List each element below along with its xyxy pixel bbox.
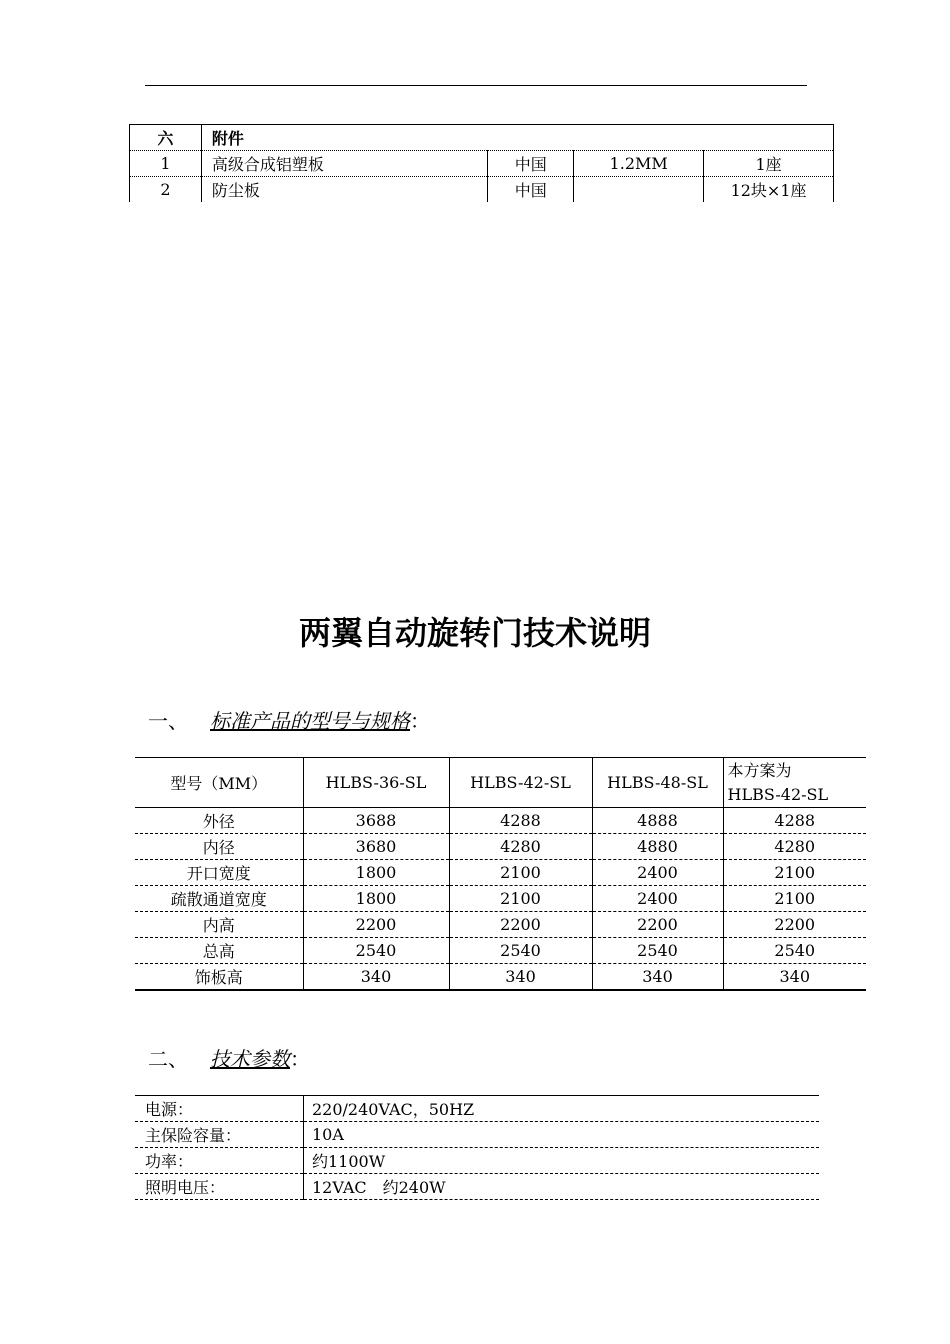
row-label: 外径 bbox=[135, 808, 303, 834]
table-row bbox=[135, 834, 866, 860]
table-header-row bbox=[135, 758, 866, 808]
column-header: HLBS-48-SL bbox=[592, 758, 723, 808]
item-spec: 1.2MM bbox=[574, 151, 704, 177]
table-cell: 2200 bbox=[303, 912, 449, 938]
document-title: 两翼自动旋转门技术说明 bbox=[298, 614, 651, 652]
item-origin: 中国 bbox=[488, 177, 574, 203]
param-label: 照明电压： bbox=[135, 1174, 304, 1200]
param-label: 主保险容量： bbox=[135, 1122, 304, 1148]
table-row bbox=[130, 151, 834, 177]
item-origin: 中国 bbox=[488, 151, 574, 177]
table-cell: 2200 bbox=[723, 912, 866, 938]
table-row bbox=[135, 912, 866, 938]
table-cell: 2200 bbox=[449, 912, 592, 938]
table-cell: 2400 bbox=[592, 886, 723, 912]
table-row bbox=[135, 1122, 819, 1148]
item-name: 防尘板 bbox=[201, 177, 487, 203]
row-label: 内径 bbox=[135, 834, 303, 860]
row-index: 2 bbox=[130, 177, 202, 203]
row-label: 内高 bbox=[135, 912, 303, 938]
row-label: 总高 bbox=[135, 938, 303, 964]
table-cell: 2100 bbox=[723, 860, 866, 886]
attachments-table bbox=[129, 124, 834, 202]
section-number: 一、 bbox=[148, 709, 188, 733]
section-number: 二、 bbox=[148, 1047, 188, 1071]
section-colon: ： bbox=[410, 709, 430, 733]
column-header-line: 本方案为 bbox=[727, 760, 792, 780]
param-value: 12VAC 约240W bbox=[304, 1174, 820, 1200]
param-value: 约1100W bbox=[304, 1148, 820, 1174]
section-title: 技术参数 bbox=[210, 1047, 290, 1071]
item-spec bbox=[574, 177, 704, 203]
column-header: 型号（MM） bbox=[170, 774, 268, 793]
item-name: 高级合成铝塑板 bbox=[201, 151, 487, 177]
column-header-line: HLBS-42-SL bbox=[727, 784, 829, 804]
table-cell: 2540 bbox=[303, 938, 449, 964]
table-row bbox=[135, 1148, 819, 1174]
table-cell: 340 bbox=[449, 964, 592, 991]
section-heading-2 bbox=[148, 1043, 310, 1072]
section-colon: ： bbox=[290, 1047, 310, 1071]
table-cell: 2540 bbox=[449, 938, 592, 964]
param-value: 220/240VAC，50HZ bbox=[304, 1096, 820, 1122]
table-row bbox=[130, 177, 834, 203]
table-row bbox=[135, 808, 866, 834]
table-cell: 2200 bbox=[592, 912, 723, 938]
table-row bbox=[135, 938, 866, 964]
param-label: 电源： bbox=[135, 1096, 304, 1122]
column-header: HLBS-36-SL bbox=[303, 758, 449, 808]
table-cell: 3688 bbox=[303, 808, 449, 834]
table-cell: 1800 bbox=[303, 886, 449, 912]
table-cell: 4288 bbox=[723, 808, 866, 834]
section-heading-1 bbox=[148, 705, 430, 734]
table-row bbox=[135, 964, 866, 991]
item-qty: 12块×1座 bbox=[704, 177, 834, 203]
table-cell: 2540 bbox=[592, 938, 723, 964]
param-label: 功率： bbox=[135, 1148, 304, 1174]
table-cell: 3680 bbox=[303, 834, 449, 860]
table-cell: 340 bbox=[592, 964, 723, 991]
table-cell: 4280 bbox=[723, 834, 866, 860]
table-cell: 340 bbox=[303, 964, 449, 991]
table-cell: 4288 bbox=[449, 808, 592, 834]
table-cell: 2400 bbox=[592, 860, 723, 886]
table-cell: 2100 bbox=[449, 860, 592, 886]
param-value: 10A bbox=[304, 1122, 820, 1148]
column-header bbox=[723, 758, 866, 808]
table-cell: 2100 bbox=[723, 886, 866, 912]
item-qty: 1座 bbox=[704, 151, 834, 177]
row-label: 饰板高 bbox=[135, 964, 303, 991]
header-rule bbox=[145, 85, 807, 86]
table-cell: 340 bbox=[723, 964, 866, 991]
row-index: 1 bbox=[130, 151, 202, 177]
table-row bbox=[135, 860, 866, 886]
section-title: 标准产品的型号与规格 bbox=[210, 709, 410, 733]
table-cell: 4280 bbox=[449, 834, 592, 860]
section-index: 六 bbox=[130, 125, 202, 151]
table-cell: 4888 bbox=[592, 808, 723, 834]
table-cell: 2100 bbox=[449, 886, 592, 912]
table-row bbox=[135, 886, 866, 912]
table-cell: 1800 bbox=[303, 860, 449, 886]
table-cell: 2540 bbox=[723, 938, 866, 964]
table-cell: 4880 bbox=[592, 834, 723, 860]
column-header: HLBS-42-SL bbox=[449, 758, 592, 808]
section-heading: 附件 bbox=[201, 125, 833, 151]
row-label: 疏散通道宽度 bbox=[135, 886, 303, 912]
table-row bbox=[130, 125, 834, 151]
table-row bbox=[135, 1096, 819, 1122]
spec-table bbox=[135, 757, 866, 991]
row-label: 开口宽度 bbox=[135, 860, 303, 886]
params-table bbox=[135, 1095, 819, 1200]
table-row bbox=[135, 1174, 819, 1200]
